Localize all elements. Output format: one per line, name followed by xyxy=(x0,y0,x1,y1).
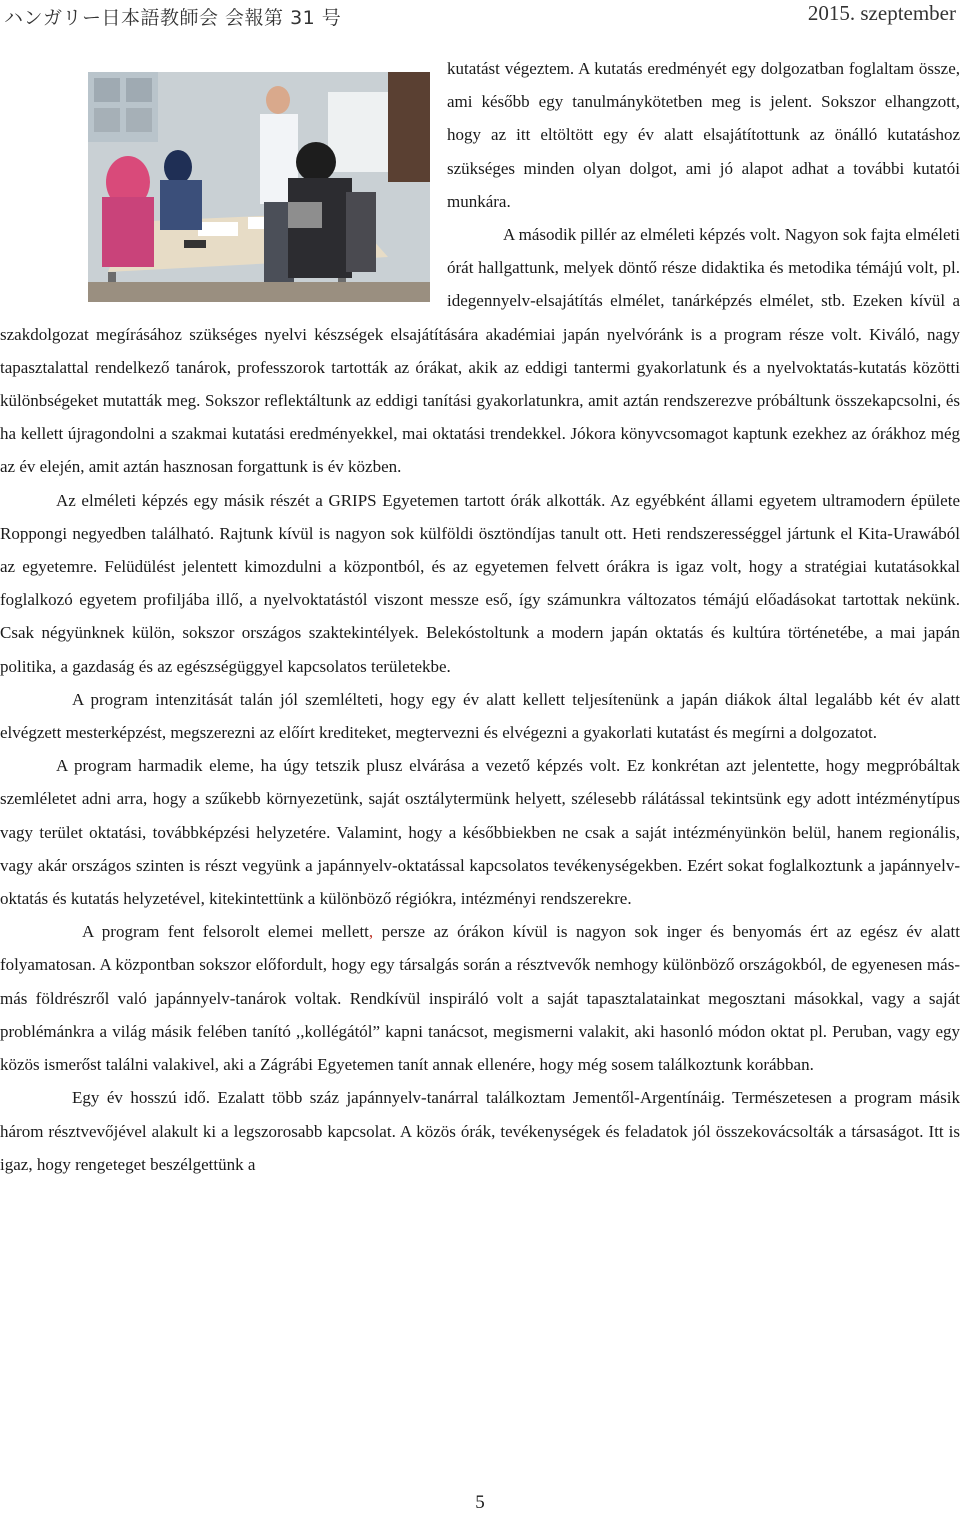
paragraph-6-rest: persze az órákon kívül is nagyon sok inger és benyomás ért az egész év alatt folyamatosan. A központban sokszor előfordult, hogy egy társalgás során a résztvevők nemhogy különböző országokból, de egyenesen más-más földrészről való japánnyelv-tanárok voltak. Rendkívül inspiráló volt a saját tapasztalatainkat megosztani másokkal, vagy a saját problémánkra a világ másik felében tanító ,,kollégától” kapni tanácsot, megismerni valakit, aki hasonló módon oktat pl. Peruban, vagy egy közös ismerőst találni valakivel, aki a Zágrábi Egyetemen tanít annak ellenére, hogy még sosem találkoztunk korábban. xyxy=(0,922,960,1075)
paragraph-7: Egy év hosszú idő. Ezalatt több száz japánnyelv-tanárral találkoztam Jementől-Argentínáig. Természetesen a program másik három résztvevőjével alakult ki a legszorosabb kapcsolat. A közös órák, tevékenységek és feladatok jól összekovácsolták a társaságot. Itt is igaz, hogy rengeteget beszélgettünk a xyxy=(0,1088,960,1174)
paragraph-5: A program harmadik eleme, ha úgy tetszik plusz elvárása a vezető képzés volt. Ez konkrétan azt jelentette, hogy megpróbáltak szemléletet adni arra, hogy a szűkebb környezetünk, saját osztálytermünk helyett, szélesebb rálátással tekintsünk egy adott intézménytípus vagy terület oktatási, továbbképzési helyzetére. Valamint, hogy a későbbiekben ne csak a saját intézményünkön belül, hanem regionális, vagy akár országos szinten is részt vegyünk a japánnyelv-oktatással kapcsolatos tevékenységekben. Ezért sokat foglalkoztunk a japánnyelv-oktatás és kutatás helyzetével, kitekintettünk a különböző régiókra, intézményi rendszerekre. xyxy=(0,756,960,909)
paragraph-3: Az elméleti képzés egy másik részét a GRIPS Egyetemen tartott órák alkották. Az egyébként állami egyetem ultramodern épülete Roppongi negyedben található. Rajtunk kívül is nagyon sok külföldi ösztöndíjas tanult ott. Heti rendszerességgel jártunk el Kita-Urawából az egyetemre. Felüdülést jelentett kimozdulni a központból, és az egyetemen felvett órákra is igaz volt, hogy a stratégiai kutatásokkal foglalkozó egyetem profiljába illő, a nyelvoktatástól viszont messze eső, így számunkra változatos témájú előadásokat tartottak nekünk. Csak négyünknek külön, sokszor országos szaktekintélyek. Belekóstoltunk a modern japán oktatás és kultúra történetébe, a mai japán politika, a gazdaság és az egészségüggyel kapcsolatos területekbe. xyxy=(0,490,960,676)
issue-date: 2015. szeptember xyxy=(807,1,956,25)
highlighted-comma: , xyxy=(368,922,374,942)
paragraph-4: A program intenzitását talán jól szemlélteti, hogy egy év alatt kellett teljesítenünk a japán diákok által legalább két év alatt elvégzett mesterképzést, megszerezni az előírt krediteket, megtervezni és elvégezni a gyakorlati kutatást és megírni a dolgozatot. xyxy=(0,689,960,743)
paragraph-2: A második pillér az elméleti képzés volt. Nagyon sok fajta elméleti órát hallgattunk, melyek döntő része didaktika és metodika témájú volt, pl. idegennyelv-elsajátítás elmélet, tanárképzés elmélet, stb. Ezeken kívül a szakdolgozat megírásához szükséges nyelvi készségek elsajátítására akadémiai japán nyelvóránk is a program része volt. Kiváló, nagy tapasztalattal rendelkező tanárok, professzorok tartották az órákat, akik az eddigi tantermi gyakorlatunk és a nyelvoktatás-kutatás közötti különbségeket mutatták meg. Sokszor reflektáltunk az eddigi tanítási gyakorlatunkra, amit aztán rendszerezve próbáltunk összekapcsolni, és ha kellett újragondolni a szakmai kutatási eredményekkel, mai oktatási trendekkel. Jókora könyvcsomagot kaptunk ezekhez az órákhoz még az év elején, amit aztán hasznosan forgattunk is év közben. xyxy=(0,225,960,477)
paragraph-6 xyxy=(0,915,960,1081)
paragraph-1: kutatást végeztem. A kutatás eredményét egy dolgozatban foglaltam össze, ami később egy tanulmánykötetben meg is jelent. Sokszor elhangzott, hogy az itt eltöltött egy év alatt elsajátítottunk az önálló kutatáshoz szükséges minden olyan dolgot, ami jó alapot adhat a további kutatói munkára. xyxy=(447,59,960,211)
paragraph-6-start: A program fent felsorolt elemei mellett xyxy=(82,922,369,942)
photo-wrap-space xyxy=(0,52,447,307)
article-body xyxy=(0,52,960,1181)
page-number: 5 xyxy=(475,1492,485,1513)
newsletter-title: ハンガリー日本語教師会 会報第 31 号 xyxy=(4,7,342,29)
page-header xyxy=(0,0,960,30)
